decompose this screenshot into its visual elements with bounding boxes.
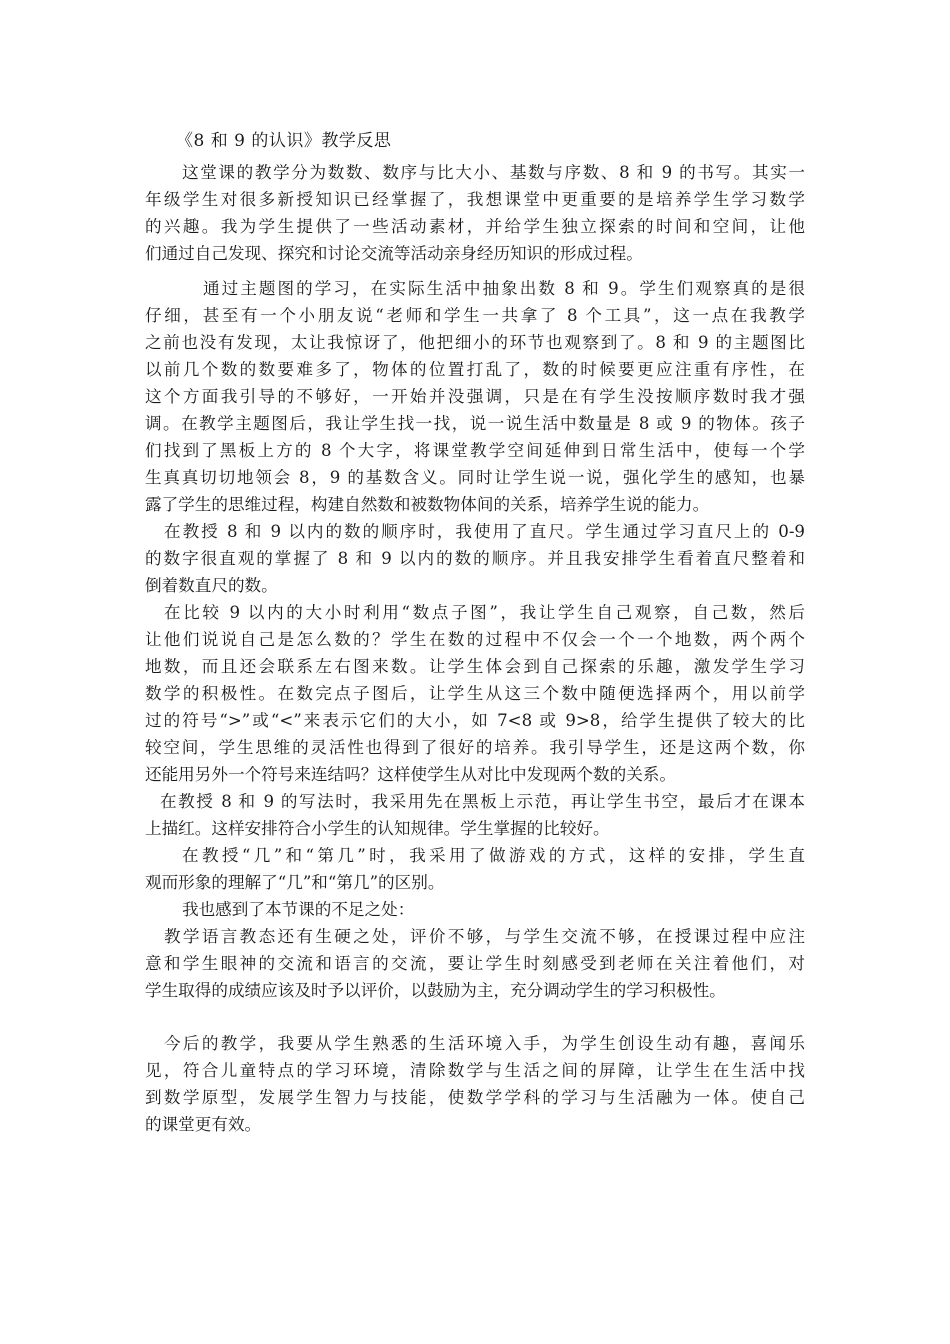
text-line: 地数，而且还会联系左右图来数。让学生体会到自己探索的乐趣，激发学生学习 xyxy=(145,657,805,676)
text-line: 露了学生的思维过程，构建自然数和被数物体间的关系，培养学生说的能力。 xyxy=(145,495,710,514)
text-line: 这个方面我引导的不够好，一开始并没强调，只是在有学生没按顺序数时我才强 xyxy=(145,387,805,406)
text-line: 过的符号“>”或“<”来表示它们的大小，如 7<8 或 9>8，给学生提供了较大的比 xyxy=(145,711,805,730)
text-line: 数学的积极性。在数完点子图后，让学生从这三个数中随便选择两个，用以前学 xyxy=(145,684,805,703)
text-line: 调。在教学主题图后，我让学生找一找，说一说生活中数量是 8 或 9 的物体。孩子 xyxy=(145,414,805,433)
text-line: 到数学原型，发展学生智力与技能，使数学学科的学习与生活融为一体。使自己 xyxy=(145,1088,805,1107)
text-line: 在比较 9 以内的大小时利用“数点子图”，我让学生自己观察，自己数，然后 xyxy=(164,603,805,622)
text-line: 观而形象的理解了“几”和“第几”的区别。 xyxy=(145,873,445,892)
text-line: 见，符合儿童特点的学习环境，清除数学与生活之间的屏障，让学生在生活中找 xyxy=(145,1061,805,1080)
text-line: 较空间，学生思维的灵活性也得到了很好的培养。我引导学生，还是这两个数，你 xyxy=(145,738,805,757)
text-line: 意和学生眼神的交流和语言的交流，要让学生时刻感受到老师在关注着他们，对 xyxy=(145,954,805,973)
text-line: 在教授“几”和“第几”时，我采用了做游戏的方式，这样的安排，学生直 xyxy=(182,846,805,865)
text-line: 这堂课的教学分为数数、数序与比大小、基数与序数、8 和 9 的书写。其实一 xyxy=(182,163,805,182)
text-line: 学生取得的成绩应该及时予以评价，以鼓励为主，充分调动学生的学习积极性。 xyxy=(145,981,726,1000)
text-line: 在教授 8 和 9 的写法时，我采用先在黑板上示范，再让学生书空，最后才在课本 xyxy=(160,792,805,811)
text-line: 仔细，甚至有一个小朋友说“老师和学生一共拿了 8 个工具”，这一点在我教学 xyxy=(145,306,805,325)
text-line: 生真真切切地领会 8，9 的基数含义。同时让学生说一说，强化学生的感知，也暴 xyxy=(145,468,805,487)
text-line: 我也感到了本节课的不足之处： xyxy=(182,900,415,919)
text-line: 通过主题图的学习，在实际生活中抽象出数 8 和 9。学生们观察真的是很 xyxy=(203,279,805,298)
text-line: 还能用另外一个符号来连结吗？这样使学生从对比中发现两个数的关系。 xyxy=(145,765,676,784)
text-line: 以前几个数的数要难多了，物体的位置打乱了，数的时候要更应注重有序性，在 xyxy=(145,360,805,379)
text-line: 倒着数直尺的数。 xyxy=(145,576,278,595)
text-line: 之前也没有发现，太让我惊讶了，他把细小的环节也观察到了。8 和 9 的主题图比 xyxy=(145,333,805,352)
text-line: 的兴趣。我为学生提供了一些活动素材，并给学生独立探索的时间和空间，让他 xyxy=(145,217,805,236)
text-line: 年级学生对很多新授知识已经掌握了，我想课堂中更重要的是培养学生学习数学 xyxy=(145,190,805,209)
text-line: 教学语言教态还有生硬之处，评价不够，与学生交流不够，在授课过程中应注 xyxy=(164,927,805,946)
text-line: 们找到了黑板上方的 8 个大字，将课堂教学空间延伸到日常生活中，使每一个学 xyxy=(145,441,805,460)
text-line: 今后的教学，我要从学生熟悉的生活环境入手，为学生创设生动有趣，喜闻乐 xyxy=(164,1034,805,1053)
text-line: 的数字很直观的掌握了 8 和 9 以内的数的顺序。并且我安排学生看着直尺整着和 xyxy=(145,549,805,568)
text-line: 让他们说说自己是怎么数的？学生在数的过程中不仅会一个一个地数，两个两个 xyxy=(145,630,805,649)
text-line: 在教授 8 和 9 以内的数的顺序时，我使用了直尺。学生通过学习直尺上的 0-9 xyxy=(164,522,805,541)
document-title: 《8 和 9 的认识》教学反思 xyxy=(176,131,392,151)
text-line: 上描红。这样安排符合小学生的认知规律。学生掌握的比较好。 xyxy=(145,819,610,838)
text-line: 的课堂更有效。 xyxy=(145,1115,262,1134)
text-line: 们通过自己发现、探究和讨论交流等活动亲身经历知识的形成过程。 xyxy=(145,244,643,263)
